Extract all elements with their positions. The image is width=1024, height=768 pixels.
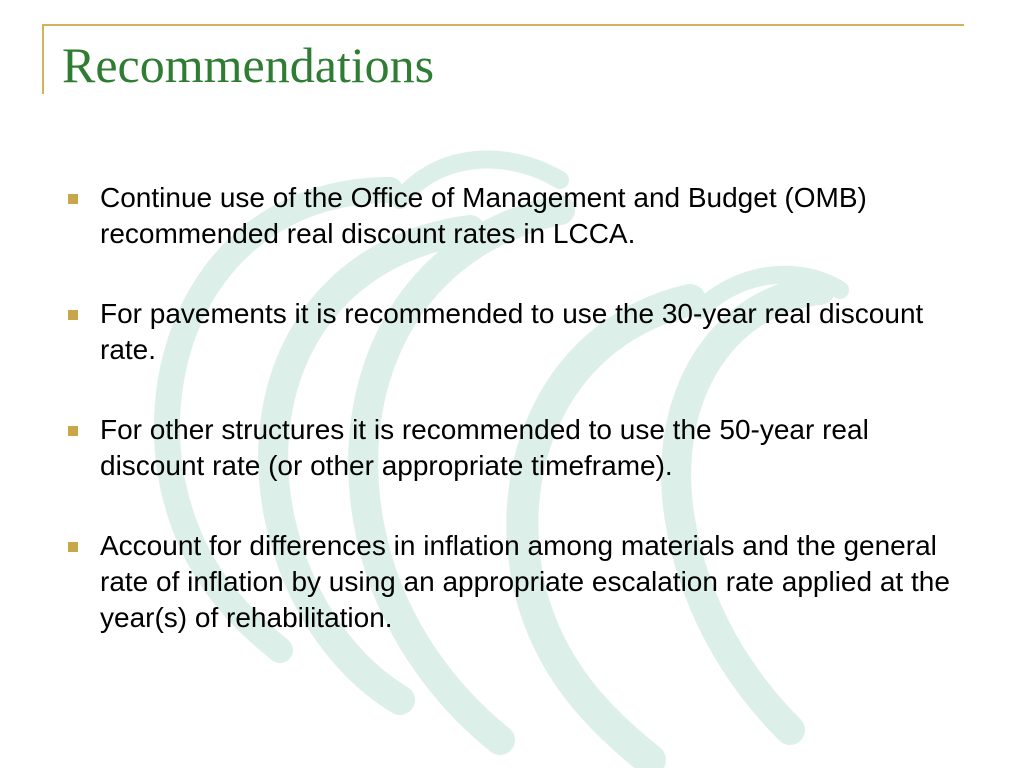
bullet-text: For pavements it is recommended to use the 30-year real discount rate. <box>100 298 924 365</box>
bullet-item <box>62 180 962 252</box>
title-frame-top <box>42 24 964 26</box>
bullet-item <box>62 528 962 636</box>
bullet-text: Account for differences in inflation among materials and the general rate of inflation by using an appropriate escalation rate applied at the year(s) of rehabilitation. <box>100 530 950 633</box>
square-bullet-icon <box>68 542 78 552</box>
slide-title: Recommendations <box>62 37 435 93</box>
bullet-text: For other structures it is recommended to use the 50-year real discount rate (or other appropriate timeframe). <box>100 414 869 481</box>
bullet-list <box>62 180 962 680</box>
bullet-item <box>62 412 962 484</box>
bullet-text: Continue use of the Office of Management and Budget (OMB) recommended real discount rates in LCCA. <box>100 182 867 249</box>
square-bullet-icon <box>68 426 78 436</box>
square-bullet-icon <box>68 194 78 204</box>
title-frame-left <box>42 24 44 94</box>
bullet-item <box>62 296 962 368</box>
square-bullet-icon <box>68 310 78 320</box>
